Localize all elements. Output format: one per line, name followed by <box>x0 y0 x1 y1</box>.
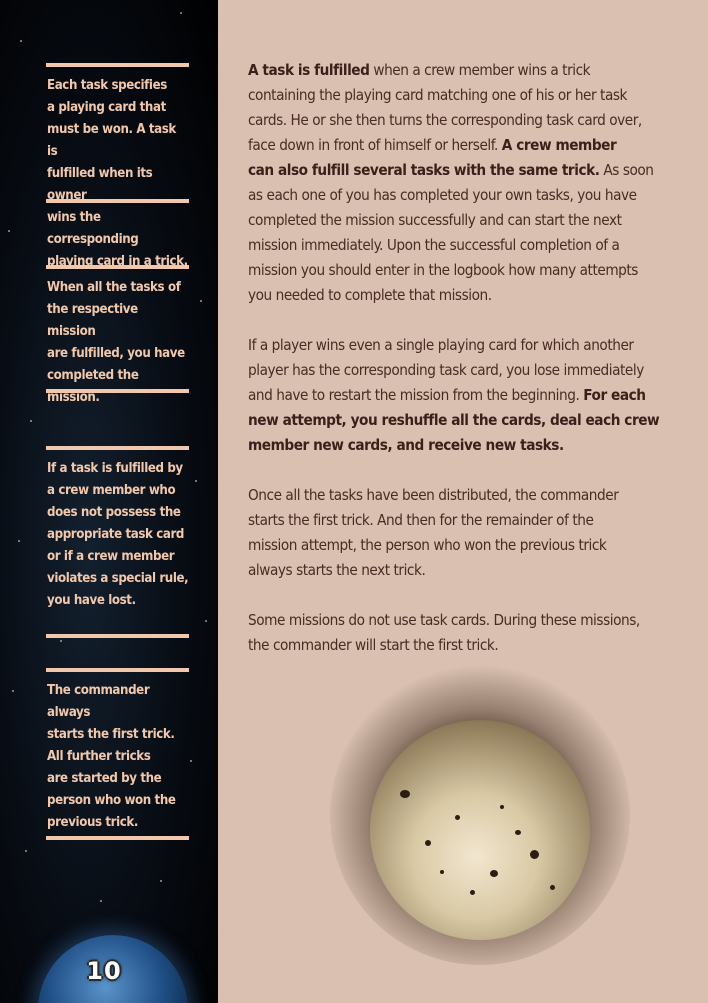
star <box>180 12 182 14</box>
bold-text: A task is fulfilled <box>248 61 370 79</box>
crater <box>530 850 539 859</box>
crater <box>550 885 555 890</box>
star <box>60 640 62 642</box>
info-box-text: If a task is fulfilled by a crew member who does not possess the appropriate task card or if a crew member violates a special rule, you have lost. <box>47 461 189 608</box>
info-box-text: The commander always starts the first trick. All further tricks are started by the person who won the previous trick. <box>47 683 176 830</box>
page-number: 10 <box>86 957 122 985</box>
info-box-mission-complete <box>46 265 189 405</box>
main-text <box>248 58 678 683</box>
crater <box>500 805 504 809</box>
info-box-text: When all the tasks of the respective mission are fulfilled, you have completed the mission. <box>47 280 185 405</box>
star <box>8 230 10 232</box>
body-text: If a player wins even a single playing card for which another player has the corresponding task card, you lose immediately and have to restart the mission from the beginning. <box>248 336 644 404</box>
crater <box>515 830 521 835</box>
moon-illustration <box>330 665 630 965</box>
crater <box>425 840 431 846</box>
info-box-task <box>46 63 189 269</box>
star <box>200 300 202 302</box>
sidebar <box>0 0 218 1003</box>
star <box>25 850 27 852</box>
body-text: As soon as each one of you has completed your own tasks, you have completed the mission successfully and can start the next mission immediately. Upon the successful completion of a mission you should enter in the logbook how many attempts you needed to complete that mission. <box>248 161 654 304</box>
info-box-lost <box>46 446 189 638</box>
info-box-text: Each task specifies a playing card that must be won. A task is fulfilled when its owner wins the corresponding playing card in a trick. <box>47 78 188 269</box>
paragraph-lose <box>248 333 678 458</box>
star <box>205 620 207 622</box>
crater <box>470 890 475 895</box>
bold-text: A crew member can also fulfill several tasks with the same trick. <box>248 136 617 179</box>
bold-text: For each new attempt, you reshuffle all the cards, deal each crew member new cards, and receive new tasks. <box>248 386 660 454</box>
star <box>195 480 197 482</box>
star <box>12 690 14 692</box>
paragraph-task-fulfilled <box>248 58 678 308</box>
crater <box>440 870 444 874</box>
body-text: when a crew member wins a trick containing the playing card matching one of his or her task cards. He or she then turns the corresponding task card over, face down in front of himself or herself. <box>248 61 642 154</box>
crater <box>400 790 410 798</box>
crater <box>490 870 498 877</box>
star <box>30 420 32 422</box>
info-box-commander <box>46 668 189 840</box>
star <box>160 880 162 882</box>
moon-icon <box>370 720 590 940</box>
star <box>100 900 102 902</box>
star <box>18 540 20 542</box>
star <box>190 760 192 762</box>
star <box>20 40 22 42</box>
paragraph-no-task-cards: Some missions do not use task cards. During these missions, the commander will start the first trick. <box>248 611 640 654</box>
paragraph-commander: Once all the tasks have been distributed, the commander starts the first trick. And then for the remainder of the mission attempt, the person who won the previous trick always starts the next trick. <box>248 486 619 579</box>
crater <box>455 815 460 820</box>
